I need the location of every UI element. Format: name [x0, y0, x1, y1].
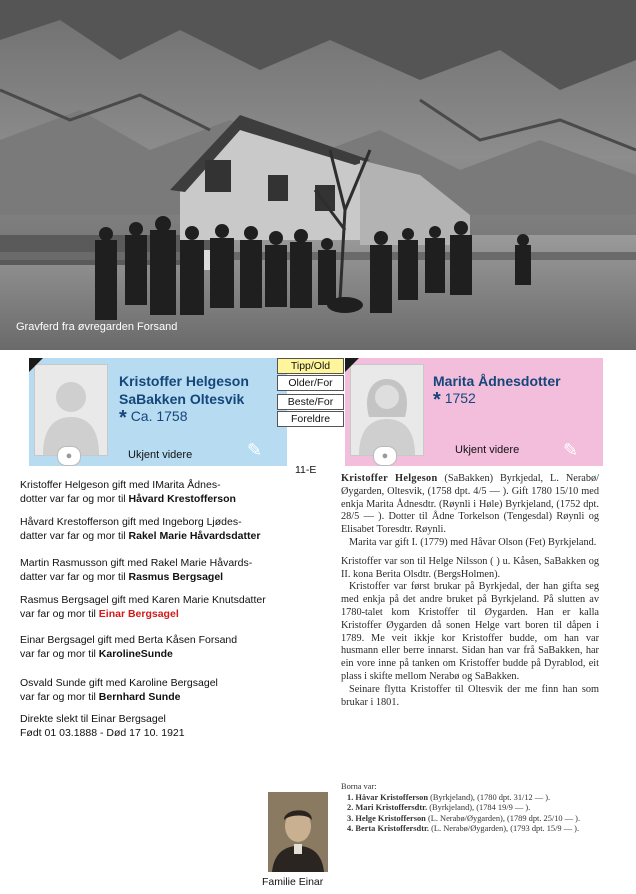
- generation-older: Older/For: [277, 375, 344, 391]
- page-reference: 11-E: [295, 464, 317, 476]
- lineage-child-name: Rakel Marie Håvardsdatter: [128, 529, 261, 542]
- card-birth: [433, 389, 476, 412]
- birth-star-icon: *: [433, 389, 441, 411]
- lineage-entry: Einar Bergsagel gift med Berta Kåsen Forsand var far og mor til KarolineSunde: [20, 634, 238, 660]
- lineage-child-name: Bernhard Sunde: [98, 690, 181, 703]
- generation-tipp: Tipp/Old: [277, 358, 344, 374]
- funeral-photo: [0, 0, 636, 350]
- camera-icon[interactable]: ●: [373, 446, 397, 466]
- lineage-entry: Martin Rasmusson gift med Rakel Marie Håvards- datter var far og mor til Rasmus Bergsagel: [20, 557, 253, 583]
- book-excerpt: Kristoffer Helgeson (SaBakken) Byrkjedal, L. Nerabø/Øygarden, Oltesvik, (1758 dpt. 4/5 — ). Gift 1780 15/10 med enkja Marita Ådnesdtr. (Røynli i Høle) Byrkjeland, (1752 dpt. 28/5 — ). Dotter til Ådne Torkelson (Tengesdal) Røynli og Elisabet Toresdtr. Røynli. Marita var gift I. (1779) med Håvar Olson (Fet) Byrkjeland. Kristoffer var son til Helge Nilsson ( ) u. Kåsen, SaBakken og II. kona Berita Olsdtr. (BergsHolmen). Kristoffer var først brukar på Byrkjedal, der han gifta seg med enkja på det andre bruket på Byrkjeland. På slutten av 1780-talet kom Kristoffer til Øygarden. Han er kalla Kristoffer Øygarden då sonen Helge vart boren til dåpen i 1789. Me veit ikkje kor Kristoffer budde, om han var husmann eller berre innarst. Sidan han var frå SaBakken, har ein vore inne på tanken om Kristoffer budde på Dyrablod, eit plass i skifte mellom Nerabø og SaBakken. Seinare flytta Kristoffer til Oltesvik der me finn han som brukar i 1801.: [341, 473, 599, 708]
- card-farm: SaBakken Oltesvik: [119, 391, 245, 407]
- person-silhouette-icon: [351, 365, 423, 455]
- photo-caption: Gravferd fra øvregarden Forsand: [16, 321, 178, 333]
- direct-descent-note: Direkte slekt til Einar Bergsagel Født 01 03.1888 - Død 17 10. 1921: [20, 713, 185, 739]
- children-list: Borna var: 1. Håvar Kristofferson (Byrkjeland), (1780 dpt. 31/12 — ). 2. Mari Kristoffersdtr. (Byrkjeland), (1784 19/9 — ). 3. Helge Kristofferson (L. Nerabø/Øygarden), (1789 dpt. 25/10 — ). 4. Berta Kristoffersdtr. (L. Nerabø/Øygarden), (1793 dpt. 15/9 — ).: [341, 782, 581, 833]
- pencil-icon[interactable]: ✎: [247, 440, 263, 460]
- lineage-entry: Rasmus Bergsagel gift med Karen Marie Knutsdatter var far og mor til Einar Bergsagel: [20, 594, 266, 620]
- unknown-label: Ukjent videre: [128, 449, 193, 461]
- lineage-entry: Håvard Krestofferson gift med Ingeborg Ljødes- datter var far og mor til Rakel Marie Håvardsdatter: [20, 516, 261, 542]
- lineage-entry: Osvald Sunde gift med Karoline Bergsagel var far og mor til Bernhard Sunde: [20, 677, 218, 703]
- birth-year: Ca. 1758: [130, 408, 188, 424]
- book-subject-name: Kristoffer Helgeson: [341, 473, 438, 484]
- card-birth: [119, 407, 188, 430]
- generation-beste: Beste/For: [277, 394, 344, 410]
- person-silhouette-icon: [35, 365, 107, 455]
- card-name: Kristoffer Helgeson: [119, 373, 249, 389]
- portrait-photo: [268, 792, 328, 872]
- ancestor-card-male[interactable]: [29, 358, 287, 466]
- lineage-child-name-highlight: Einar Bergsagel: [98, 607, 179, 620]
- camera-icon[interactable]: ●: [57, 446, 81, 466]
- lineage-entry: Kristoffer Helgeson gift med IMarita Ådnes- dotter var far og mor til Håvard Krestofferson: [20, 479, 236, 505]
- card-corner-marker: [345, 358, 359, 372]
- birth-year: 1752: [444, 390, 476, 406]
- lineage-child-name: Håvard Krestofferson: [128, 492, 236, 505]
- card-corner-marker: [29, 358, 43, 372]
- generation-foreldre: Foreldre: [277, 411, 344, 427]
- portrait-image: [268, 792, 328, 872]
- card-name: Marita Ådnesdotter: [433, 373, 561, 389]
- unknown-label: Ukjent videre: [455, 444, 520, 456]
- lineage-child-name: KarolineSunde: [98, 647, 173, 660]
- portrait-caption: Familie Einar: [262, 876, 324, 888]
- birth-star-icon: *: [119, 407, 127, 429]
- avatar: [34, 364, 108, 456]
- pencil-icon[interactable]: ✎: [563, 440, 579, 460]
- funeral-photo-image: [0, 0, 636, 350]
- lineage-child-name: Rasmus Bergsagel: [128, 570, 224, 583]
- ancestor-card-female[interactable]: [345, 358, 603, 466]
- avatar: [350, 364, 424, 456]
